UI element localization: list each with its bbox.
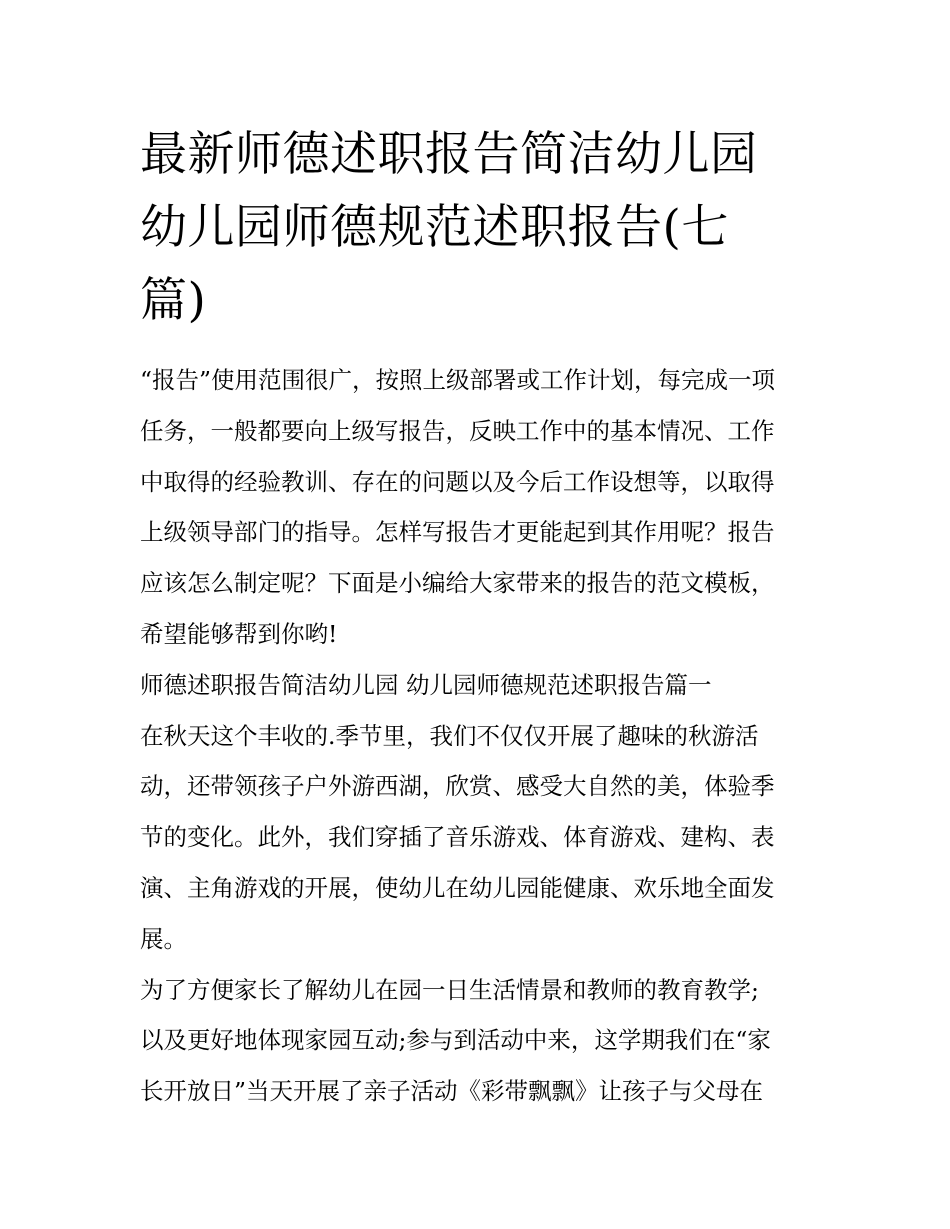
document-body (140, 355, 820, 1117)
text-line: 中取得的经验教训、存在的问题以及今后工作设想等，以取得 (140, 467, 775, 496)
text-line: 应该怎么制定呢？下面是小编给大家带来的报告的范文模板， (140, 569, 775, 598)
text-line: 节的变化。此外，我们穿插了音乐游戏、体育游戏、建构、表 (140, 823, 775, 852)
text-line: 在秋天这个丰收的.季节里，我们不仅仅开展了趣味的秋游活 (140, 721, 759, 750)
document-content (140, 118, 820, 1117)
text-line: 动，还带领孩子户外游西湖，欣赏、感受大自然的美，体验季 (140, 772, 775, 801)
body-paragraph (140, 965, 820, 1117)
text-line: “报告”使用范围很广，按照上级部署或工作计划，每完成一项 (140, 366, 776, 394)
section-heading (140, 660, 820, 711)
text-line: 长开放日”当天开展了亲子活动《彩带飘飘》让孩子与父母在 (140, 1077, 764, 1106)
intro-paragraph (140, 355, 820, 660)
text-line: 师德述职报告简洁幼儿园 幼儿园师德规范述职报告篇一 (140, 670, 712, 699)
text-line: 希望能够帮到你哟! (140, 619, 338, 648)
text-line: 以及更好地体现家园互动;参与到活动中来，这学期我们在“家 (140, 1026, 771, 1055)
text-line: 展。 (140, 924, 187, 953)
title-line: 幼儿园师德规范述职报告(七 (140, 200, 729, 255)
text-line: 为了方便家长了解幼儿在园一日生活情景和教师的教育教学; (140, 975, 759, 1004)
text-line: 上级领导部门的指导。怎样写报告才更能起到其作用呢？报告 (140, 518, 775, 547)
document-title (140, 118, 820, 337)
body-paragraph (140, 711, 820, 965)
title-line: 最新师德述职报告简洁幼儿园 (140, 127, 758, 182)
title-line: 篇) (140, 273, 207, 328)
text-line: 任务，一般都要向上级写报告，反映工作中的基本情况、工作 (140, 416, 775, 445)
text-line: 演、主角游戏的开展，使幼儿在幼儿园能健康、欢乐地全面发 (140, 873, 775, 902)
